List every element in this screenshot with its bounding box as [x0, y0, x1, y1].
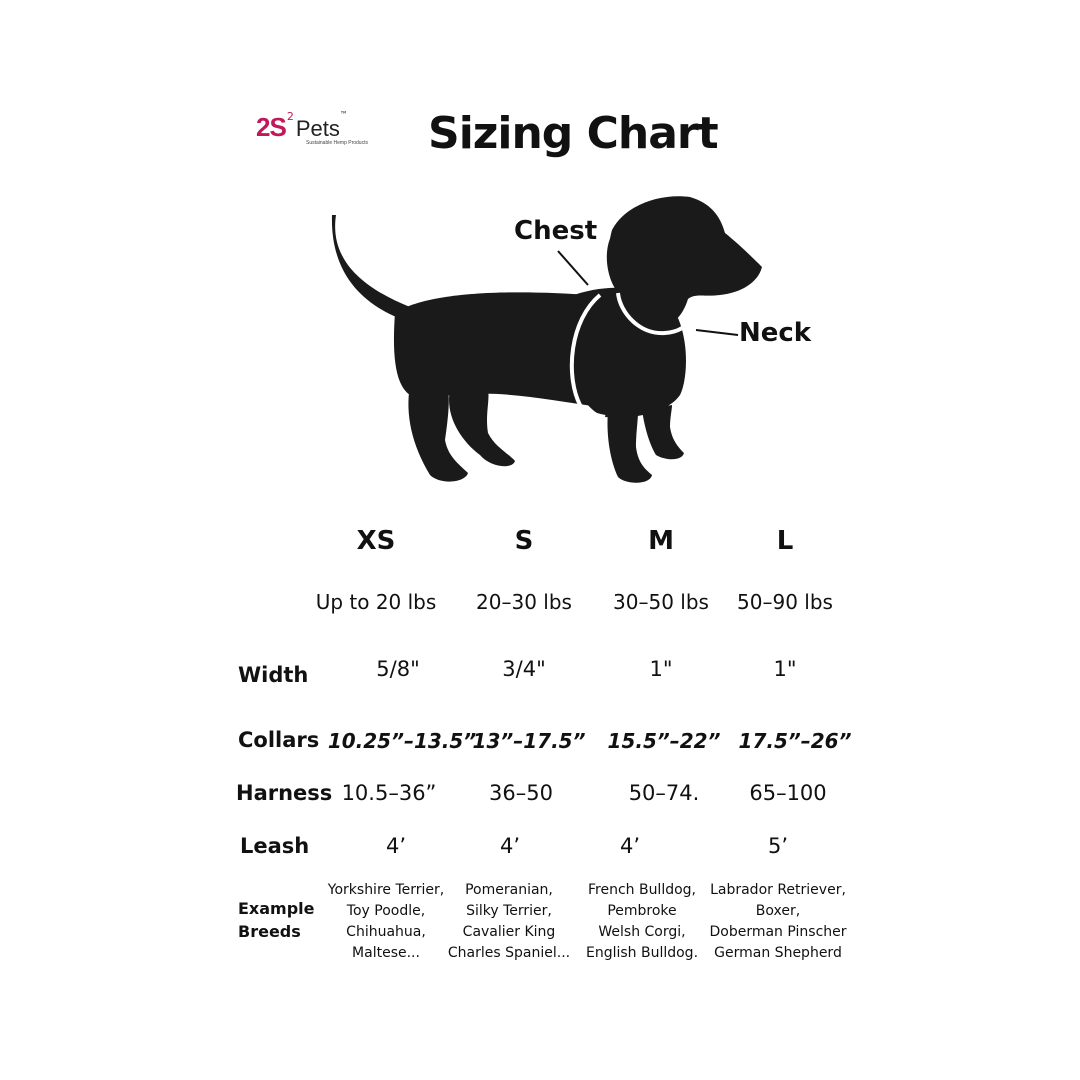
collars-l: 17.5”–26” [738, 729, 852, 753]
breed-item: Toy Poodle, [346, 903, 426, 919]
neck-label: Neck [739, 318, 812, 348]
row-label-leash: Leash [240, 834, 310, 858]
leash-m: 4’ [619, 834, 641, 858]
width-s: 3/4" [502, 657, 546, 681]
breeds-xs [328, 880, 444, 964]
collars-s: 13”–17.5” [472, 729, 586, 753]
weight-s: 20–30 lbs [476, 590, 572, 614]
harness-l: 65–100 [749, 781, 827, 805]
width-m: 1" [649, 657, 673, 681]
breed-item: Boxer, [755, 903, 801, 919]
collars-xs: 10.25”–13.5” [327, 729, 477, 753]
width-l: 1" [773, 657, 797, 681]
breed-item: German Shepherd [714, 945, 842, 961]
breed-item: Welsh Corgi, [598, 924, 686, 940]
harness-m: 50–74. [628, 781, 700, 805]
breeds-m [586, 880, 698, 964]
weight-xs: Up to 20 lbs [315, 590, 437, 614]
breed-item: Maltese... [352, 945, 420, 961]
breed-item: Doberman Pinscher [709, 924, 847, 940]
breed-item: Chihuahua, [346, 924, 426, 940]
neck-pointer [696, 330, 738, 335]
harness-xs: 10.5–36” [341, 781, 437, 805]
collars-m: 15.5”–22” [607, 729, 721, 753]
breed-item: English Bulldog. [585, 945, 699, 961]
breed-item: Labrador Retriever, [710, 882, 846, 898]
leash-s: 4’ [499, 834, 521, 858]
chest-label: Chest [514, 216, 598, 246]
breeds-s [448, 880, 570, 964]
harness-s: 36–50 [489, 781, 553, 805]
breed-item: Pembroke [607, 903, 677, 919]
size-header-xs: XS [356, 526, 396, 556]
chest-pointer [558, 251, 588, 285]
row-label-harness: Harness [236, 781, 333, 805]
size-header-m: M [648, 526, 674, 556]
breed-item: Charles Spaniel... [447, 945, 571, 961]
row-label-width: Width [238, 663, 309, 687]
breed-item: Silky Terrier, [466, 903, 552, 919]
size-header-s: S [514, 526, 534, 556]
logo-superscript: 2 [286, 110, 294, 123]
breed-item: French Bulldog, [587, 882, 697, 898]
row-label-collars: Collars [238, 728, 320, 752]
brand-logo [256, 110, 368, 148]
leash-l: 5’ [767, 834, 789, 858]
page-title: Sizing Chart [428, 108, 718, 159]
weight-l: 50–90 lbs [737, 590, 833, 614]
logo-tagline: Sustainable Hemp Products [306, 140, 368, 146]
breeds-l [709, 880, 846, 964]
breed-item: Pomeranian, [465, 882, 553, 898]
logo-tm: ™ [339, 110, 348, 119]
width-xs: 5/8" [376, 657, 420, 681]
size-header-l: L [776, 526, 794, 556]
row-label-breeds: Example Breeds [238, 899, 315, 941]
breed-item: Cavalier King [462, 924, 556, 940]
breed-item: Yorkshire Terrier, [327, 882, 445, 898]
weight-m: 30–50 lbs [613, 590, 709, 614]
leash-xs: 4’ [385, 834, 407, 858]
logo-brand: Pets [295, 116, 340, 141]
logo-mark: 2S [256, 112, 286, 142]
